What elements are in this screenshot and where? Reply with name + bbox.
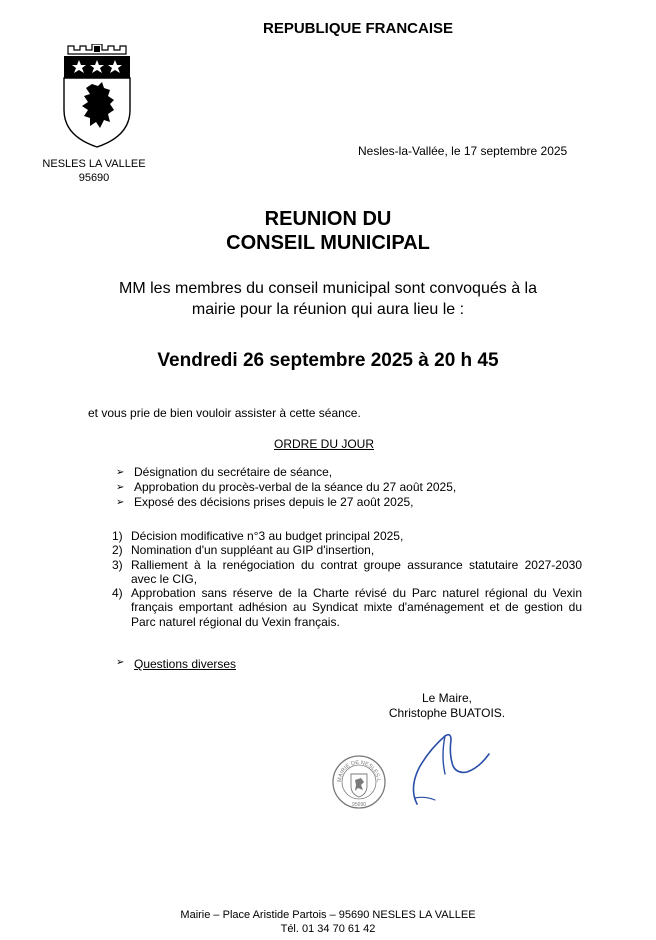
signatory-name: Christophe BUATOIS.	[388, 706, 506, 720]
intro-paragraph	[40, 278, 616, 320]
agenda-item	[112, 543, 582, 557]
coat-of-arms-logo	[58, 44, 136, 148]
footer-address: Mairie – Place Aristide Partois – 95690 NESLES LA VALLEE	[180, 909, 476, 921]
agenda-item-number: 2)	[112, 543, 123, 558]
agenda-numbered-list	[112, 529, 582, 629]
title-line-1: REUNION DU	[264, 208, 392, 230]
stamp-text: MAIRIE DE NESLES-L	[336, 759, 382, 783]
intro-line-2: mairie pour la réunion qui aura lieu le :	[191, 301, 465, 318]
invite-text: et vous prie de bien vouloir assister à cette séance.	[88, 406, 361, 420]
signatory-role: Le Maire,	[421, 691, 473, 705]
agenda-item-text: Nomination d'un suppléant au GIP d'insertion,	[131, 543, 375, 558]
meeting-date: Vendredi 26 septembre 2025 à 20 h 45	[157, 350, 499, 371]
agenda-item-number: 3)	[112, 557, 123, 572]
title-line-2: CONSEIL MUNICIPAL	[226, 232, 430, 254]
commune-postcode: 95690	[78, 172, 110, 184]
agenda-item-text: Décision modificative n°3 au budget principal 2025,	[131, 529, 404, 543]
agenda-item	[112, 558, 582, 587]
commune-name: NESLES LA VALLEE	[42, 158, 146, 170]
agenda-bullet-text: Approbation du procès-verbal de la séance du 27 août 2025,	[134, 480, 457, 494]
signatory-block	[372, 691, 522, 721]
republic-heading: REPUBLIQUE FRANCAISE	[262, 20, 453, 37]
handwritten-signature	[405, 728, 495, 808]
agenda-bullet	[112, 465, 456, 480]
agenda-bullet-list	[112, 465, 456, 510]
document-title	[0, 207, 656, 255]
agenda-item-number: 4)	[112, 586, 123, 601]
agenda-bullet	[112, 480, 456, 495]
agenda-item-text: Ralliement à la renégociation du contrat groupe assurance statutaire 2027-2030 avec le CIG,	[131, 557, 582, 586]
agenda-bullet-text: Désignation du secrétaire de séance,	[134, 465, 333, 479]
mairie-stamp	[331, 754, 387, 810]
intro-line-1: MM les membres du conseil municipal sont convoqués à la	[119, 280, 537, 297]
agenda-item	[112, 529, 582, 543]
questions-diverses: Questions diverses	[134, 657, 237, 671]
dateline: Nesles-la-Vallée, le 17 septembre 2025	[358, 144, 568, 158]
agenda-bullet	[112, 495, 456, 510]
agenda-bullet-text: Exposé des décisions prises depuis le 27 août 2025,	[134, 495, 414, 509]
commune-block	[30, 157, 158, 185]
footer	[0, 908, 656, 936]
arrow-bullet-icon: ➢	[116, 657, 125, 668]
footer-phone: Tél. 01 34 70 61 42	[280, 923, 376, 935]
arrow-bullet-icon: ➢	[116, 497, 125, 508]
agenda-item-number: 1)	[112, 529, 123, 543]
stamp-postcode: 95690	[352, 802, 366, 808]
arrow-bullet-icon: ➢	[116, 482, 125, 493]
svg-text:MAIRIE DE NESLES-LA-VALLEE	[331, 754, 381, 782]
agenda-title: ORDRE DU JOUR	[274, 437, 375, 451]
agenda-item	[112, 586, 582, 629]
agenda-item-text: Approbation sans réserve de la Charte révisé du Parc naturel régional du Vexin français emportant adhésion au Syndicat mixte d'aménagement et de gestion du Parc naturel régional du Vexin français.	[131, 586, 582, 629]
arrow-bullet-icon: ➢	[116, 467, 125, 478]
